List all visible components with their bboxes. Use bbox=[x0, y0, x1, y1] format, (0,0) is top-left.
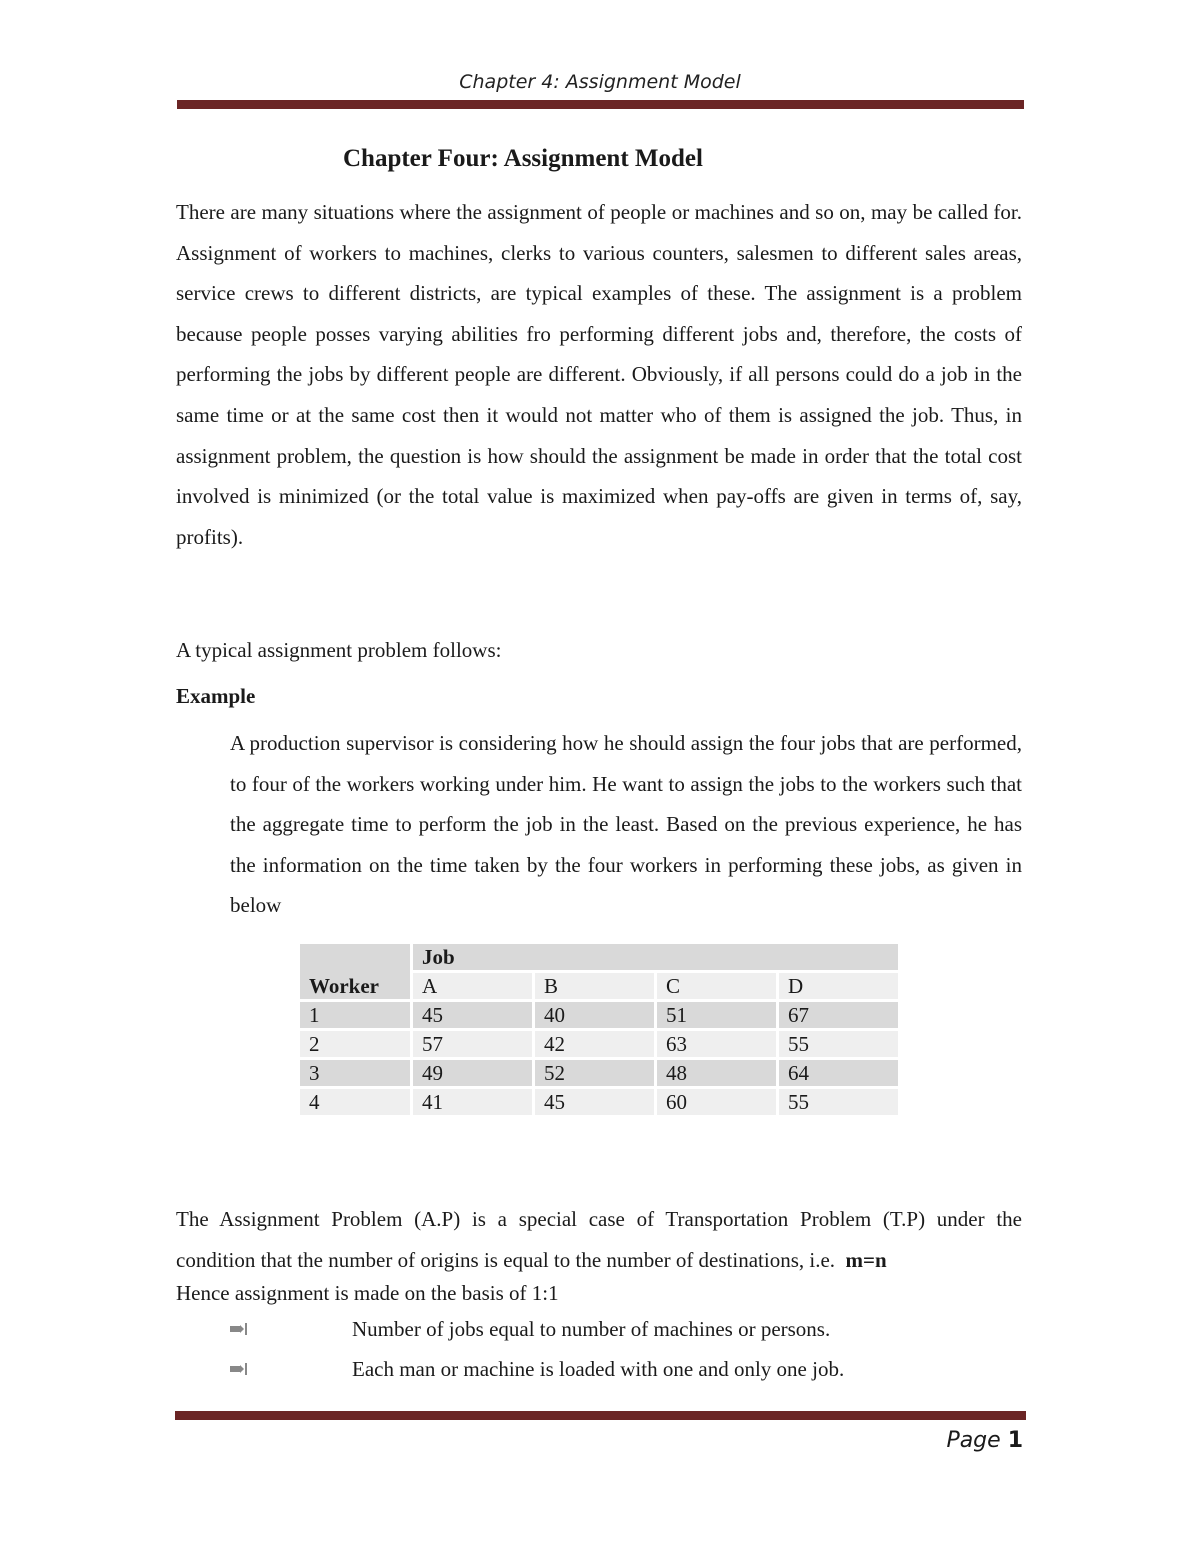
table-row bbox=[300, 1002, 898, 1028]
time-cell: 63 bbox=[657, 1031, 776, 1057]
job-group-header: Job bbox=[413, 944, 898, 970]
running-header: Chapter 4: Assignment Model bbox=[459, 71, 741, 93]
footer-rule bbox=[175, 1411, 1026, 1420]
time-cell: 45 bbox=[413, 1002, 532, 1028]
worker-column-header: Worker bbox=[300, 944, 410, 999]
bullet-text: Number of jobs equal to number of machines or persons. bbox=[352, 1316, 831, 1341]
job-column-header: C bbox=[657, 973, 776, 999]
assignment-problem-paragraph bbox=[176, 1199, 1022, 1280]
worker-cell: 4 bbox=[300, 1089, 410, 1115]
bullet-item bbox=[230, 1356, 845, 1381]
time-cell: 51 bbox=[657, 1002, 776, 1028]
ap-formula: m=n bbox=[845, 1247, 887, 1272]
example-label: Example bbox=[176, 684, 256, 708]
page-number-value: 1 bbox=[1007, 1428, 1023, 1453]
ap-text: The Assignment Problem (A.P) is a special case of Transportation Problem (T.P) under the condition that the number of origins is equal to the number of destinations, i.e. bbox=[176, 1207, 1022, 1272]
worker-cell: 1 bbox=[300, 1002, 410, 1028]
table-row bbox=[300, 1089, 898, 1115]
worker-cell: 2 bbox=[300, 1031, 410, 1057]
job-column-header: D bbox=[779, 973, 898, 999]
job-column-header: A bbox=[413, 973, 532, 999]
bullet-text: Each man or machine is loaded with one and only one job. bbox=[352, 1356, 845, 1381]
page-word: Page bbox=[946, 1428, 1001, 1453]
example-paragraph: A production supervisor is considering how he should assign the four jobs that are performed, to four of the workers working under him. He want to assign the jobs to the workers such that the aggregate time to perform the job in the least. Based on the previous experience, he has the information on the time taken by the four workers in performing these jobs, as given in below bbox=[230, 731, 1022, 917]
time-cell: 49 bbox=[413, 1060, 532, 1086]
header-rule bbox=[177, 100, 1024, 109]
time-cell: 42 bbox=[535, 1031, 654, 1057]
arrow-bullet-icon bbox=[230, 1322, 248, 1336]
job-column-header: B bbox=[535, 973, 654, 999]
bullet-item bbox=[230, 1316, 831, 1341]
time-cell: 55 bbox=[779, 1089, 898, 1115]
page-number bbox=[946, 1428, 1023, 1453]
time-cell: 67 bbox=[779, 1002, 898, 1028]
time-cell: 41 bbox=[413, 1089, 532, 1115]
time-cell: 52 bbox=[535, 1060, 654, 1086]
time-cell: 40 bbox=[535, 1002, 654, 1028]
table-header-row bbox=[300, 944, 898, 970]
time-cell: 55 bbox=[779, 1031, 898, 1057]
arrow-bullet-icon bbox=[230, 1362, 248, 1376]
time-cell: 48 bbox=[657, 1060, 776, 1086]
time-cell: 60 bbox=[657, 1089, 776, 1115]
chapter-heading: Chapter Four: Assignment Model bbox=[343, 145, 703, 172]
basis-line: Hence assignment is made on the basis of 1:1 bbox=[176, 1281, 559, 1305]
intro-paragraph: There are many situations where the assignment of people or machines and so on, may be called for. Assignment of workers to machines, clerks to various counters, salesmen to different sales areas, service crews to different districts, are typical examples of these. The assignment is a problem because people posses varying abilities fro performing different jobs and, therefore, the costs of performing the jobs by different people are different. Obviously, if all persons could do a job in the same time or at the same cost then it would not matter who of them is assigned the job. Thus, in assignment problem, the question is how should the assignment be made in order that the total cost involved is minimized (or the total value is maximized when pay-offs are given in terms of, say, profits). bbox=[176, 200, 1022, 549]
typical-problem-lead: A typical assignment problem follows: bbox=[176, 638, 502, 662]
time-cell: 57 bbox=[413, 1031, 532, 1057]
table-row bbox=[300, 1060, 898, 1086]
time-cell: 45 bbox=[535, 1089, 654, 1115]
job-time-table bbox=[297, 941, 901, 1118]
table-row bbox=[300, 1031, 898, 1057]
worker-cell: 3 bbox=[300, 1060, 410, 1086]
time-cell: 64 bbox=[779, 1060, 898, 1086]
